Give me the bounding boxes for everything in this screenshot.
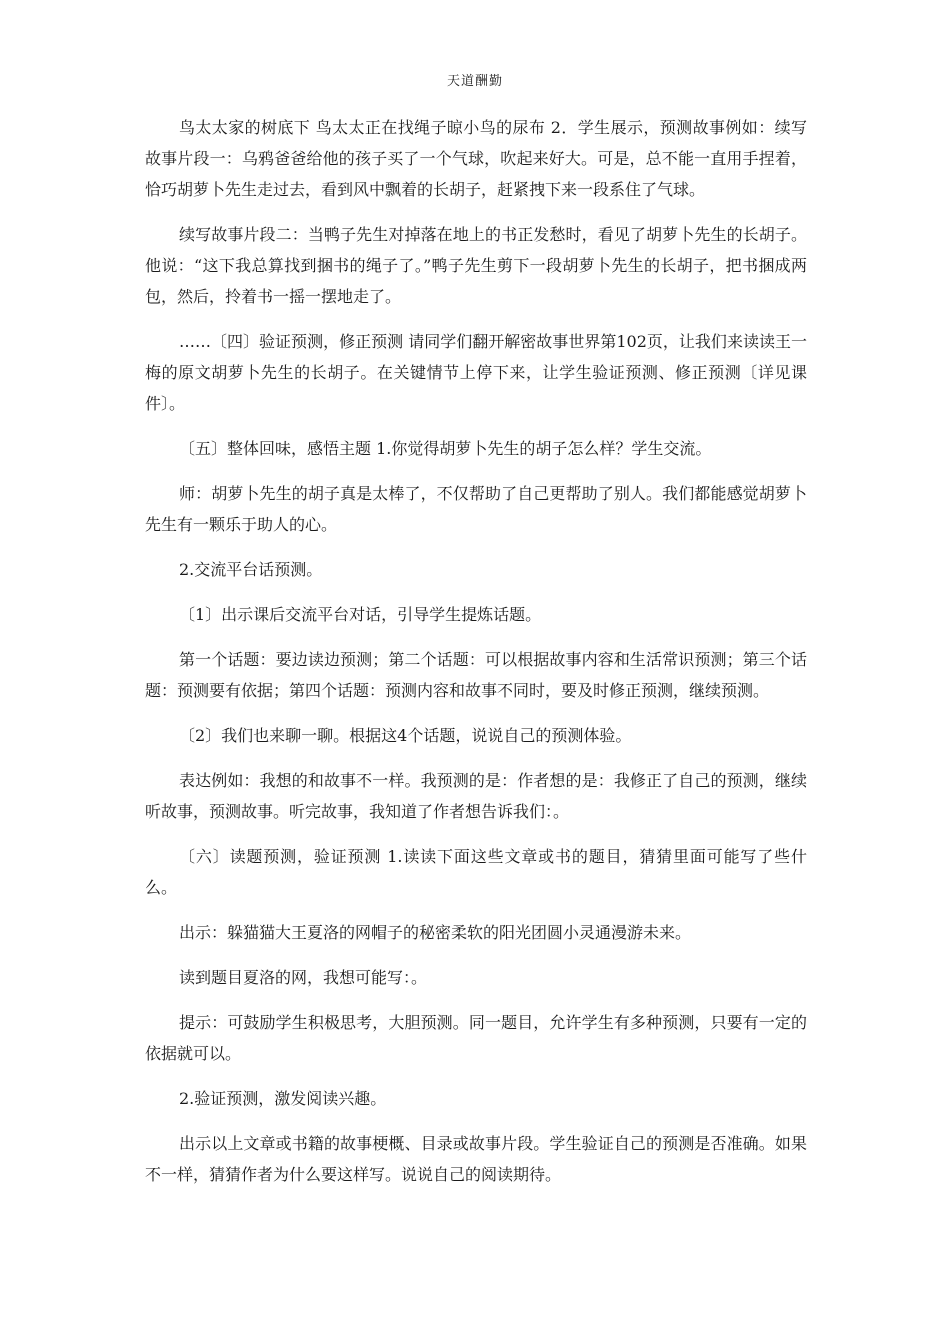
- paragraph: 第一个话题：要边读边预测；第二个话题：可以根据故事内容和生活常识预测；第三个话题：预测要有依据；第四个话题：预测内容和故事不同时，要及时修正预测，继续预测。: [145, 650, 807, 700]
- paragraph: 师：胡萝卜先生的胡子真是太棒了，不仅帮助了自己更帮助了别人。我们都能感觉胡萝卜先生有一颗乐于助人的心。: [145, 484, 807, 534]
- paragraph: 出示以上文章或书籍的故事梗概、目录或故事片段。学生验证自己的预测是否准确。如果不一样，猜猜作者为什么要这样写。说说自己的阅读期待。: [145, 1134, 807, 1184]
- paragraph: 〔2〕我们也来聊一聊。根据这4个话题，说说自己的预测体验。: [179, 726, 632, 745]
- paragraph: 2.交流平台话预测。: [179, 560, 323, 579]
- paragraph: 〔1〕出示课后交流平台对话，引导学生提炼话题。: [179, 605, 542, 624]
- paragraph: 2.验证预测，激发阅读兴趣。: [179, 1089, 387, 1108]
- paragraph: 出示：躲猫猫大王夏洛的网帽子的秘密柔软的阳光团圆小灵通漫游未来。: [179, 923, 692, 942]
- document-body: [145, 112, 807, 1204]
- page-header: 天道酬勤: [446, 74, 503, 89]
- paragraph: 续写故事片段二：当鸭子先生对掉落在地上的书正发愁时，看见了胡萝卜先生的长胡子。他说：“这下我总算找到捆书的绳子了。”鸭子先生剪下一段胡萝卜先生的长胡子，把书捆成两包，然后，拎着书一摇一摆地走了。: [145, 225, 807, 306]
- paragraph: ……〔四〕验证预测，修正预测 请同学们翻开解密故事世界第102页，让我们来读读王一梅的原文胡萝卜先生的长胡子。在关键情节上停下来，让学生验证预测、修正预测〔详见课件〕。: [145, 332, 807, 413]
- paragraph: 提示：可鼓励学生积极思考，大胆预测。同一题目，允许学生有多种预测，只要有一定的依据就可以。: [145, 1013, 807, 1063]
- paragraph: 〔六〕读题预测，验证预测 1.读读下面这些文章或书的题目，猜猜里面可能写了些什么。: [145, 847, 807, 897]
- paragraph: 〔五〕整体回味，感悟主题 1.你觉得胡萝卜先生的胡子怎么样？学生交流。: [179, 439, 712, 458]
- paragraph: 表达例如：我想的和故事不一样。我预测的是：作者想的是：我修正了自己的预测，继续听故事，预测故事。听完故事，我知道了作者想告诉我们：。: [145, 771, 807, 821]
- paragraph: 鸟太太家的树底下 鸟太太正在找绳子晾小鸟的尿布 2．学生展示，预测故事例如：续写故事片段一：乌鸦爸爸给他的孩子买了一个气球，吹起来好大。可是，总不能一直用手捏着，恰巧胡萝卜先生走过去，看到风中飘着的长胡子，赶紧拽下来一段系住了气球。: [145, 118, 807, 199]
- paragraph: 读到题目夏洛的网，我想可能写：。: [179, 968, 428, 987]
